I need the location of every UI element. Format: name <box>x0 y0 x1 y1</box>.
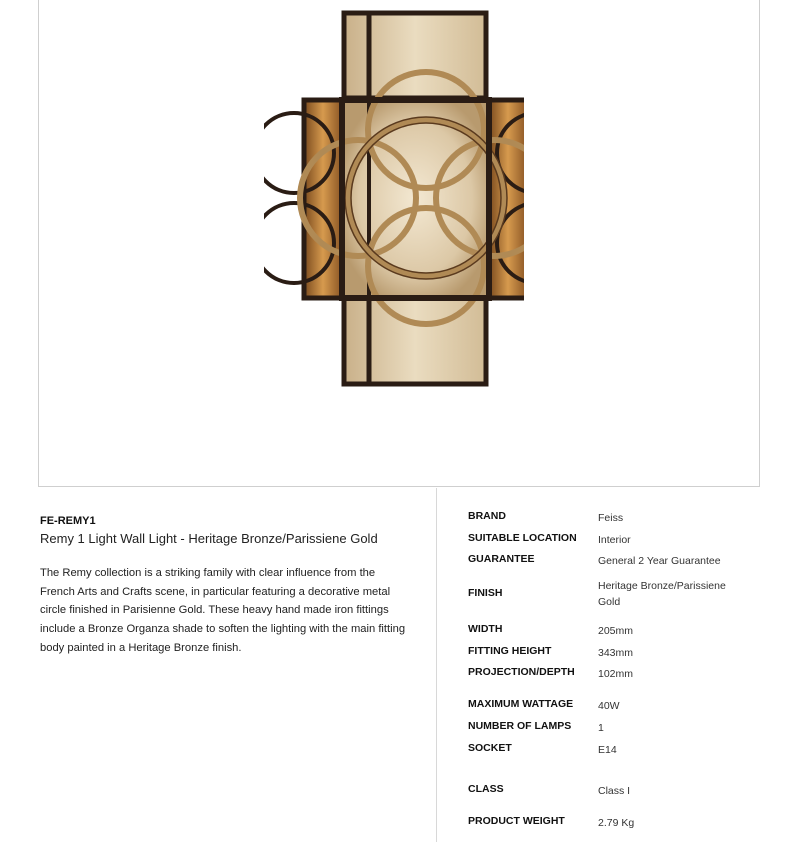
spec-value: Interior <box>598 534 631 546</box>
spec-label: PROJECTION/DEPTH <box>468 666 575 678</box>
spec-value: 205mm <box>598 625 634 637</box>
spec-label: SOCKET <box>468 742 512 754</box>
product-image <box>264 8 524 390</box>
spec-value: 40W <box>598 700 620 712</box>
spec-label: PRODUCT WEIGHT <box>468 815 565 827</box>
spec-label: MAXIMUM WATTAGE <box>468 698 574 710</box>
product-image-frame <box>38 0 760 487</box>
spec-value: 1 <box>598 722 604 734</box>
spec-value: Feiss <box>598 512 624 524</box>
product-description: The Remy collection is a striking family with clear influence from the French Arts and Crafts scene, in particular featuring a decorative metal circle finished in Parisienne Gold. These heavy hand made iron fittings include a Bronze Organza shade to soften the lighting with the main fitting body painted in a Heritage Bronze finish. <box>40 567 406 654</box>
spec-label: GUARANTEE <box>468 553 535 565</box>
spec-value: 102mm <box>598 668 634 680</box>
product-sku: FE-REMY1 <box>40 515 96 527</box>
spec-value: E14 <box>598 744 617 756</box>
column-divider <box>436 488 437 842</box>
spec-label: BRAND <box>468 510 506 522</box>
spec-label: CLASS <box>468 783 504 795</box>
spec-label: WIDTH <box>468 623 503 635</box>
spec-value: 343mm <box>598 647 634 659</box>
spec-value: Heritage Bronze/Parissiene Gold <box>598 580 726 608</box>
spec-label: FITTING HEIGHT <box>468 645 552 657</box>
spec-label: SUITABLE LOCATION <box>468 532 577 544</box>
spec-label: NUMBER OF LAMPS <box>468 720 572 732</box>
product-title: Remy 1 Light Wall Light - Heritage Bronze/Parissiene Gold <box>40 531 378 546</box>
spec-label: FINISH <box>468 587 503 599</box>
spec-value: Class I <box>598 785 631 797</box>
spec-value: 2.79 Kg <box>598 817 635 829</box>
spec-value: General 2 Year Guarantee <box>598 555 721 567</box>
